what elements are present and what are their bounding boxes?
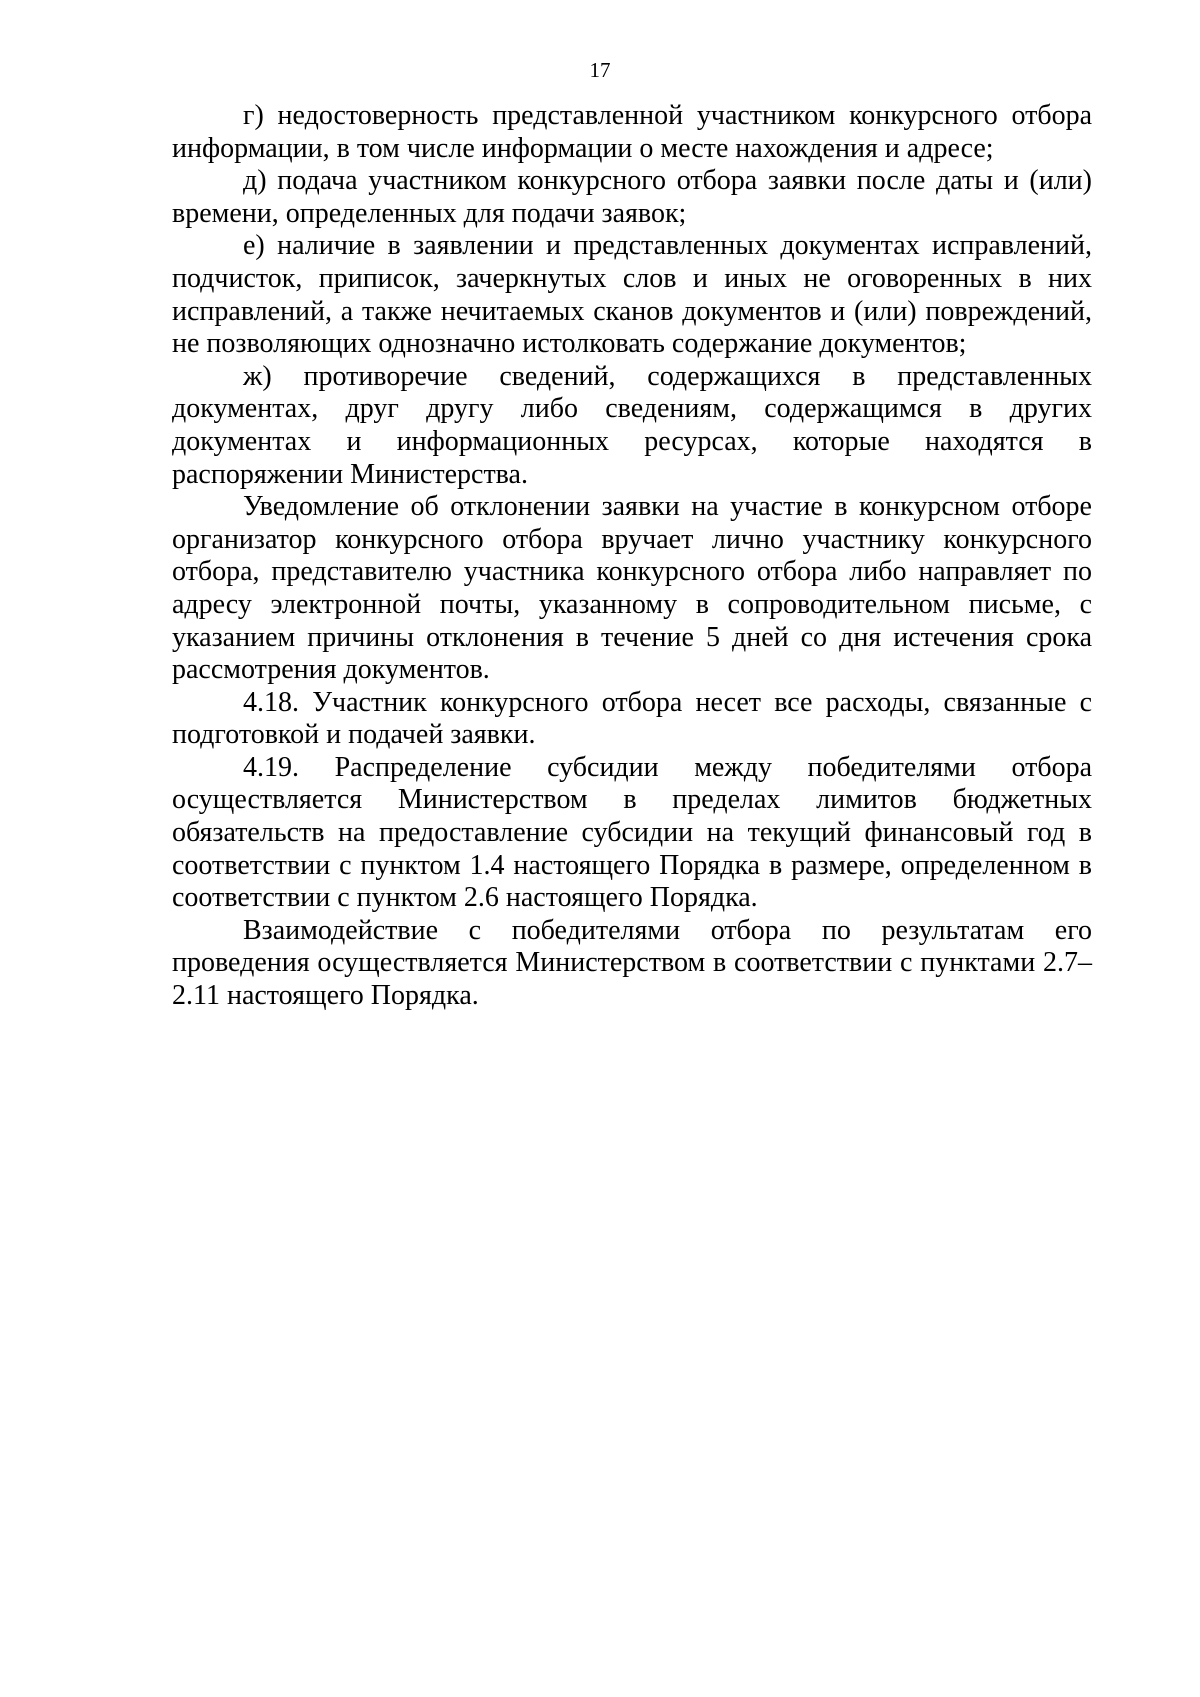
paragraph-item-d: д) подача участником конкурсного отбора заявки после даты и (или) времени, определенных для подачи заявок; [172,165,1092,229]
paragraph-item-g: г) недостоверность представленной участником конкурсного отбора информации, в том числе информации о месте нахождения и адресе; [172,100,1092,164]
paragraph-item-e: е) наличие в заявлении и представленных документах исправлений, подчисток, приписок, зачеркнутых слов и иных не оговоренных в них исправлений, а также нечитаемых сканов документов и (или) повреждений, не позволяющих однозначно истолковать содержание документов; [172,230,1092,360]
paragraph-interaction: Взаимодействие с победителями отбора по результатам его проведения осуществляется Министерством в соответствии с пунктами 2.7–2.11 настоящего Порядка. [172,914,1092,1012]
document-body [172,100,1092,1013]
paragraph-item-zh: ж) противоречие сведений, содержащихся в представленных документах, друг другу либо сведениям, содержащимся в других документах и информационных ресурсах, которые находятся в распоряжении Министерства. [172,360,1092,490]
paragraph-rejection-notice: Уведомление об отклонении заявки на участие в конкурсном отборе организатор конкурсного отбора вручает лично участнику конкурсного отбора, представителю участника конкурсного отбора либо направляет по адресу электронной почты, указанному в сопроводительном письме, с указанием причины отклонения в течение 5 дней со дня истечения срока рассмотрения документов. [172,491,1092,686]
page-number: 17 [589,58,611,82]
paragraph-4-18: 4.18. Участник конкурсного отбора несет все расходы, связанные с подготовкой и подачей заявки. [172,686,1092,751]
paragraph-4-19: 4.19. Распределение субсидии между победителями отбора осуществляется Министерством в пределах лимитов бюджетных обязательств на предоставление субсидии на текущий финансовый год в соответствии с пунктом 1.4 настоящего Порядка в размере, определенном в соответствии с пунктом 2.6 настоящего Порядка. [172,751,1092,914]
